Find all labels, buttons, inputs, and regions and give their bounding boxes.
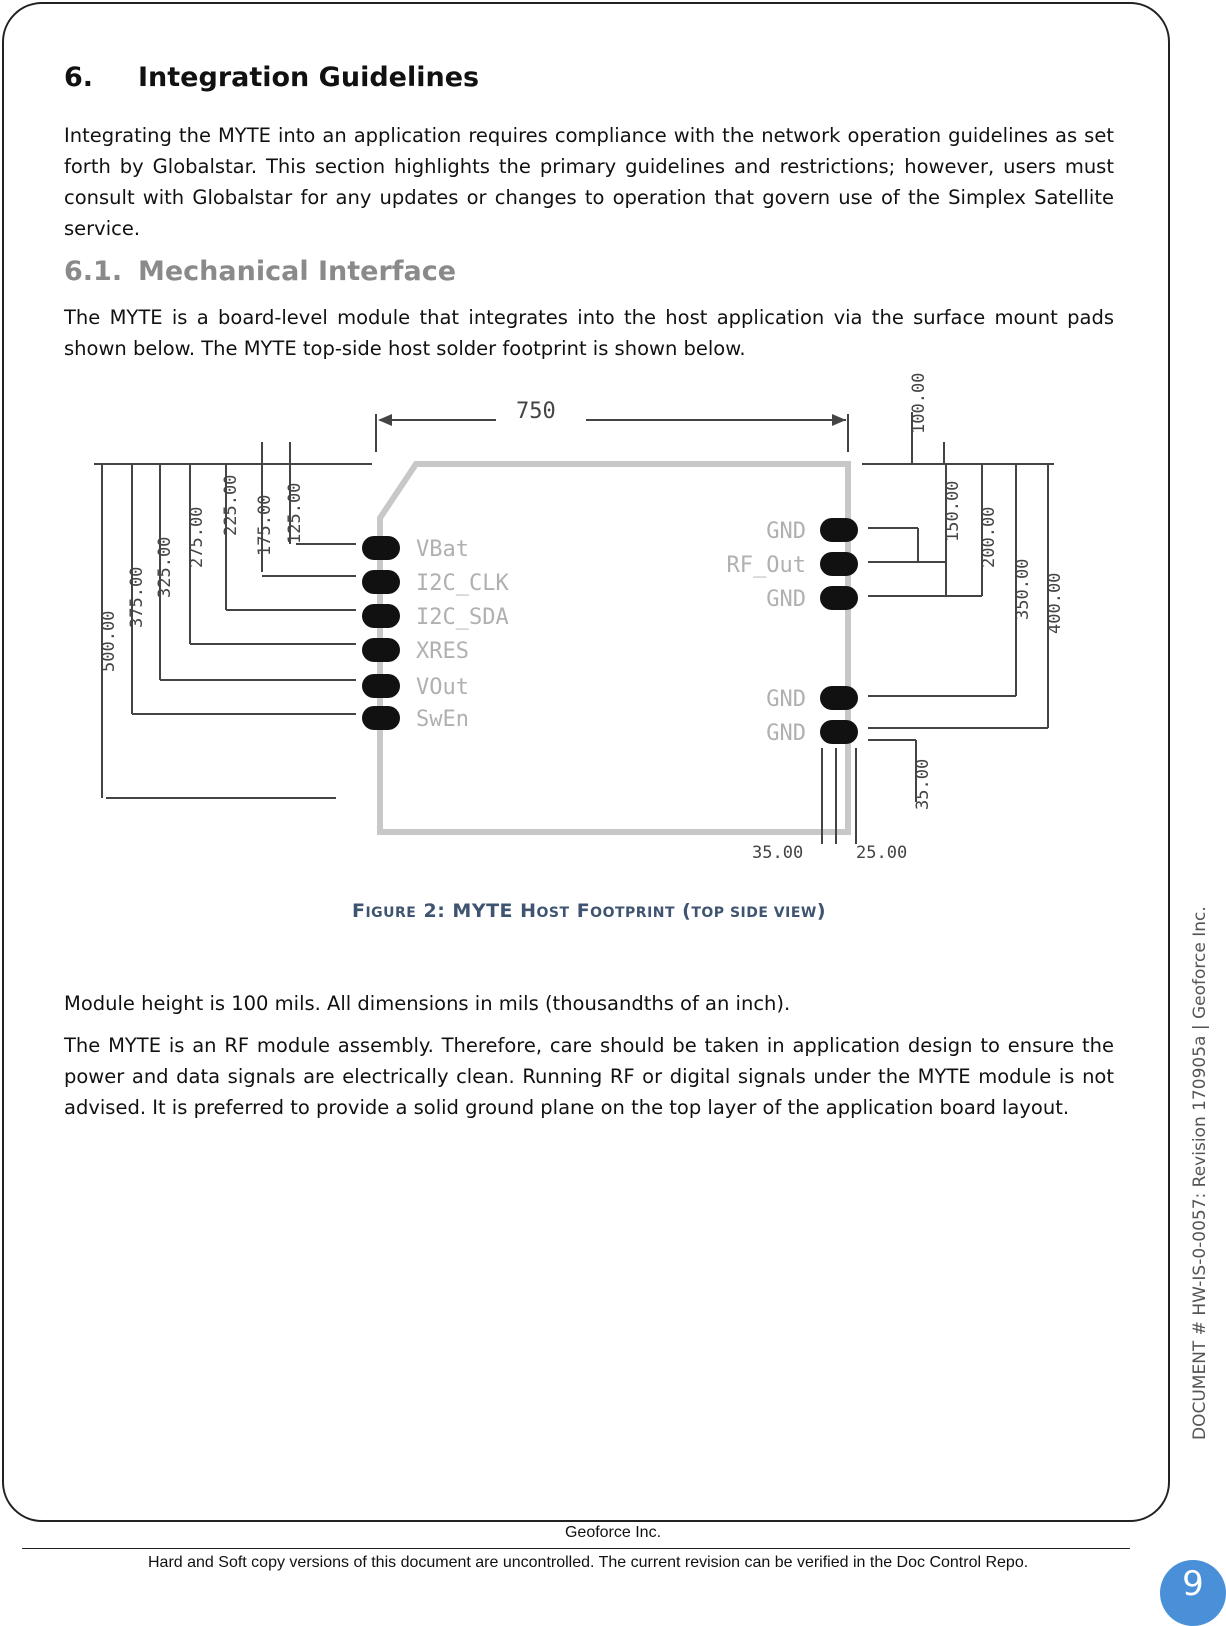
footer-company: Geoforce Inc. — [564, 1524, 662, 1541]
subsection-heading — [64, 256, 456, 287]
pad-label-vout: VOut — [416, 675, 469, 700]
height-paragraph: Module height is 100 mils. All dimensions in mils (thousandths of an inch). — [64, 992, 791, 1015]
right-pads — [820, 518, 858, 744]
dim-200: 200.00 — [979, 506, 999, 568]
dim-225: 225.00 — [221, 474, 241, 536]
dim-375: 375.00 — [127, 566, 147, 628]
rf-paragraph: The MYTE is an RF module assembly. Therefore, care should be taken in application design to ensure the power and data signals are electrically clean. Running RF or digital signals under the MYTE module is not advised. It is preferred to provide a solid ground plane on the top layer of the application board layout. — [64, 1034, 1114, 1119]
pad-label-gnd-3: GND — [766, 687, 806, 712]
dim-175: 175.00 — [255, 494, 275, 556]
pad-label-gnd-2: GND — [766, 587, 806, 612]
figure-caption: FIGURE 2: MYTE HOST FOOTPRINT (TOP SIDE VIEW) — [351, 900, 827, 922]
mech-paragraph: The MYTE is a board-level module that integrates into the host application via the surface mount pads shown below. The MYTE top-side host solder footprint is shown below. — [64, 306, 1114, 360]
dim-150: 150.00 — [943, 480, 963, 542]
dim-275: 275.00 — [187, 506, 207, 568]
pad-label-xres: XRES — [416, 639, 469, 664]
dim-325: 325.00 — [155, 536, 175, 598]
pad-label-gnd-1: GND — [766, 519, 806, 544]
dim-100: 100.00 — [909, 372, 929, 434]
dim-35-right: 35.00 — [913, 758, 933, 810]
section-heading — [64, 62, 479, 93]
dim-350: 350.00 — [1013, 558, 1033, 620]
dim-25-bottom: 25.00 — [856, 843, 908, 863]
pad-label-rf-out: RF_Out — [726, 553, 806, 578]
section-number: 6. — [64, 62, 94, 93]
pad-label-i2c-sda: I2C_SDA — [416, 605, 509, 630]
dim-400: 400.00 — [1045, 572, 1065, 634]
width-label: 750 — [516, 399, 556, 424]
dim-35-bottom: 35.00 — [752, 843, 804, 863]
pad-label-swen: SwEn — [416, 707, 469, 732]
document-id-sidebar: DOCUMENT # HW-IS-0-0057: Revision 170905a | Geoforce Inc. — [1190, 906, 1210, 1440]
page-number-badge: 9 — [1160, 1560, 1226, 1626]
pad-label-gnd-4: GND — [766, 721, 806, 746]
footprint-figure — [86, 372, 1098, 892]
dim-500: 500.00 — [99, 610, 119, 672]
footer-divider — [22, 1548, 1130, 1549]
subsection-number: 6.1. — [64, 256, 123, 287]
footer-notice: Hard and Soft copy versions of this document are uncontrolled. The current revision can be verified in the Doc Control Repo. — [148, 1554, 1029, 1571]
pad-label-vbat: VBat — [416, 537, 469, 562]
section-title: Integration Guidelines — [138, 62, 480, 93]
subsection-title: Mechanical Interface — [138, 256, 457, 287]
pad-label-i2c-clk: I2C_CLK — [416, 571, 509, 596]
dim-125: 125.00 — [285, 482, 305, 544]
intro-paragraph: Integrating the MYTE into an application requires compliance with the network operation guidelines as set forth by Globalstar. This section highlights the primary guidelines and restrictions; however, users must consult with Globalstar for any updates or changes to operation that govern use of the Simplex Satellite service. — [64, 124, 1114, 240]
